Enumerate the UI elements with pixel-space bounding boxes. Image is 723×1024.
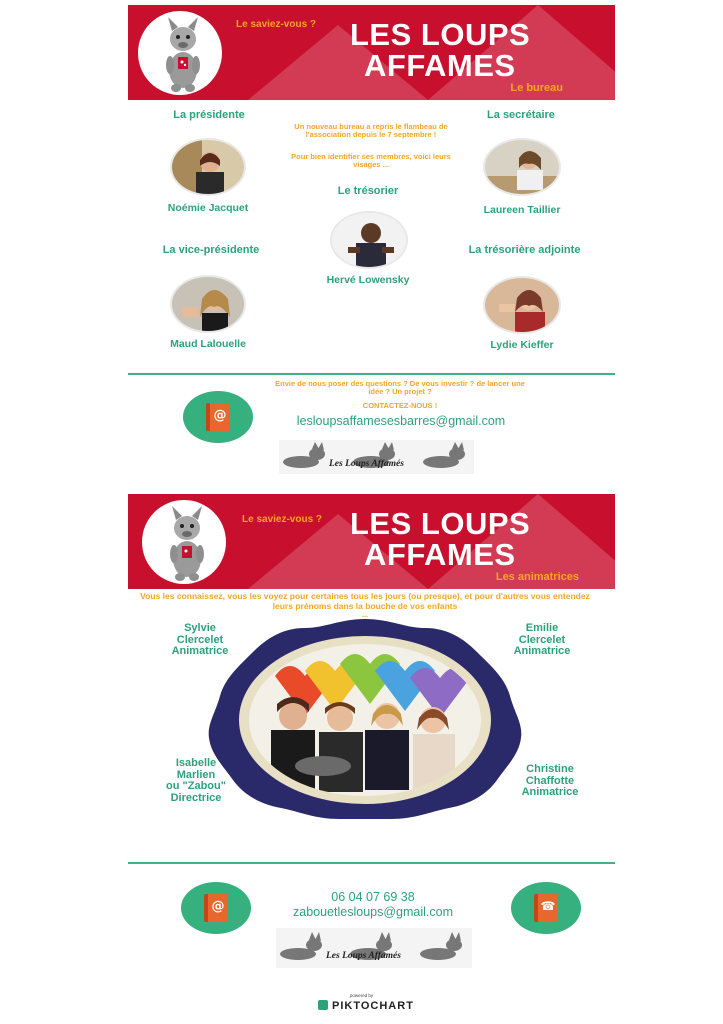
- banner-subtitle: Le bureau: [510, 82, 563, 94]
- banner-title-line1: LES LOUPS: [350, 506, 531, 541]
- banner-animatrices: [128, 494, 615, 589]
- intro-ellipsis: ...: [361, 610, 369, 619]
- banner-subtitle: Les animatrices: [495, 571, 579, 583]
- name-lydie-kieffer: Lydie Kieffer: [490, 339, 554, 351]
- person-surname: Clercelet: [518, 633, 566, 646]
- piktochart-logo[interactable]: [318, 1000, 414, 1012]
- wolves-logo-label: Les Loups Affamés: [326, 951, 401, 961]
- intro-text-2: Pour bien identifier ses membres, voici leurs visages ...: [291, 152, 451, 170]
- name-noemie-jacquet: Noémie Jacquet: [167, 202, 249, 214]
- banner-kicker: Le saviez-vous ?: [242, 514, 323, 525]
- person-first-name: Sylvie: [184, 622, 216, 634]
- powered-by-label: powered by: [349, 993, 374, 998]
- person-role: Animatrice: [171, 645, 229, 658]
- photo-lydie-kieffer: [483, 276, 561, 334]
- person-first-name: Christine: [526, 763, 574, 775]
- question-text: Envie de nous poser des questions ? De vous investir ? de lancer une idée ? Un projet ?: [275, 379, 525, 397]
- role-presidente: La présidente: [173, 109, 245, 121]
- banner-bureau: [128, 5, 615, 100]
- phone-number[interactable]: 06 04 07 69 38: [331, 890, 415, 904]
- intro-text: Un nouveau bureau a repris le flambeau de l'association depuis le 7 septembre !: [294, 122, 448, 140]
- wolves-logo-strip: [279, 440, 474, 474]
- name-herve-lowensky: Hervé Lowensky: [326, 274, 410, 286]
- banner-title-line1: LES LOUPS: [350, 17, 531, 52]
- intro-text: Vous les connaissez, vous les voyez pour certaines tous les jours (ou presque), et pour d'autres vous entendez leurs prénoms dans la bouche de vos enfants: [140, 591, 590, 611]
- person-nickname: ou "Zabou": [166, 780, 226, 793]
- banner-title-line2: AFFAMES: [364, 48, 516, 83]
- piktochart-brand: PIKTOCHART: [332, 1000, 414, 1012]
- person-surname: Clercelet: [176, 633, 224, 646]
- photo-herve-lowensky: [330, 211, 408, 269]
- section-divider: [128, 862, 615, 864]
- wolf-plush-image: [158, 15, 208, 93]
- role-secretaire: La secrétaire: [487, 109, 555, 121]
- person-isabelle: [142, 758, 250, 804]
- email-icon: @: [181, 882, 251, 934]
- person-surname: Marlien: [176, 768, 216, 781]
- person-christine: [496, 764, 604, 799]
- banner-title-line2: AFFAMES: [364, 537, 516, 572]
- name-maud-lalouelle: Maud Lalouelle: [170, 338, 246, 350]
- photo-laureen-taillier: [483, 138, 561, 196]
- contact-cta: CONTACTEZ-NOUS !: [362, 401, 438, 410]
- email-link[interactable]: lesloupsaffamesesbarres@gmail.com: [296, 414, 506, 428]
- email-icon: @: [183, 391, 253, 443]
- person-surname: Chaffotte: [525, 774, 575, 787]
- email-link[interactable]: zabouetlesloups@gmail.com: [293, 905, 453, 919]
- person-role: Directrice: [170, 791, 222, 804]
- person-first-name: Isabelle: [175, 757, 217, 769]
- team-photo-badge: [205, 616, 525, 821]
- photo-maud-lalouelle: [170, 275, 246, 333]
- phone-icon: ☎: [511, 882, 581, 934]
- role-tresorier: Le trésorier: [337, 185, 399, 197]
- role-vice-presidente: La vice-présidente: [162, 244, 260, 256]
- role-tresoriere-adjointe: La trésorière adjointe: [468, 244, 581, 256]
- name-laureen-taillier: Laureen Taillier: [483, 204, 561, 216]
- wolves-logo-label: Les Loups Affamés: [329, 459, 404, 469]
- person-first-name: Emilie: [525, 622, 559, 634]
- person-role: Animatrice: [521, 786, 579, 799]
- person-role: Animatrice: [513, 645, 571, 658]
- banner-kicker: Le saviez-vous ?: [236, 19, 317, 30]
- photo-noemie-jacquet: [170, 138, 246, 196]
- wolves-logo-strip: [276, 928, 472, 968]
- wolf-plush-image: [162, 504, 212, 582]
- section-divider: [128, 373, 615, 375]
- piktochart-icon: [318, 1000, 328, 1010]
